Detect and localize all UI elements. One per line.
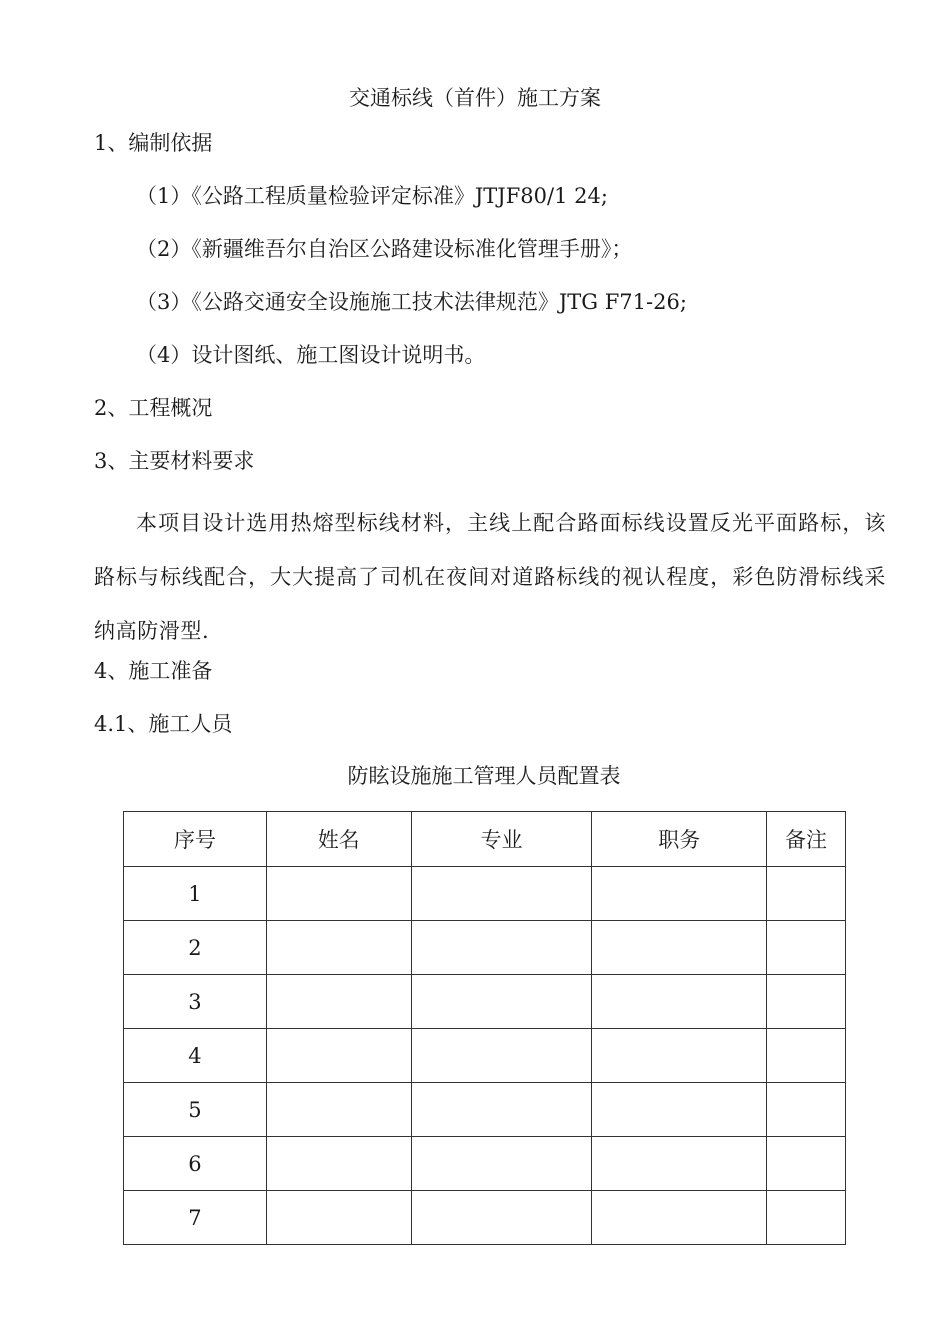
header-specialty: 专业 <box>411 812 592 867</box>
table-row <box>124 1083 846 1137</box>
table-cell: 6 <box>124 1137 267 1191</box>
table-cell <box>767 921 846 975</box>
table-cell <box>266 975 411 1029</box>
table-row <box>124 1191 846 1245</box>
header-name: 姓名 <box>266 812 411 867</box>
section-4-heading: 4、施工准备 <box>94 659 213 683</box>
table-cell: 5 <box>124 1083 267 1137</box>
table-cell <box>266 1137 411 1191</box>
table-cell <box>266 921 411 975</box>
section-3-heading: 3、主要材料要求 <box>94 449 255 473</box>
table-cell <box>592 1083 767 1137</box>
table-cell <box>411 1083 592 1137</box>
header-position: 职务 <box>592 812 767 867</box>
section-4-1-heading: 4.1、施工人员 <box>94 712 233 736</box>
header-index: 序号 <box>124 812 267 867</box>
table-cell: 4 <box>124 1029 267 1083</box>
table-cell <box>767 1191 846 1245</box>
reference-item-3: （3）《公路交通安全设施施工技术法律规范》JTG F71-26; <box>136 290 687 314</box>
table-header-row <box>124 812 846 867</box>
table-cell <box>411 1137 592 1191</box>
table-cell <box>592 921 767 975</box>
reference-item-4: （4）设计图纸、施工图设计说明书。 <box>136 343 486 367</box>
table-cell <box>411 1029 592 1083</box>
table-cell <box>266 1191 411 1245</box>
table-cell <box>592 867 767 921</box>
table-cell <box>592 1137 767 1191</box>
table-row <box>124 1029 846 1083</box>
table-cell <box>411 921 592 975</box>
header-remarks: 备注 <box>767 812 846 867</box>
table-cell <box>767 1029 846 1083</box>
staff-table <box>123 811 846 1245</box>
section-1-heading: 1、编制依据 <box>94 131 213 155</box>
table-row <box>124 867 846 921</box>
table-cell <box>411 867 592 921</box>
table-cell <box>411 1191 592 1245</box>
table-cell: 2 <box>124 921 267 975</box>
table-cell <box>767 975 846 1029</box>
table-cell: 1 <box>124 867 267 921</box>
reference-item-2: （2）《新疆维吾尔自治区公路建设标准化管理手册》； <box>136 237 633 261</box>
table-cell <box>592 1029 767 1083</box>
table-cell <box>592 975 767 1029</box>
table-cell <box>266 867 411 921</box>
table-row <box>124 975 846 1029</box>
materials-paragraph: 本项目设计选用热熔型标线材料，主线上配合路面标线设置反光平面路标，该路标与标线配合，大大提高了司机在夜间对道路标线的视认程度，彩色防滑标线采纳高防滑型. <box>94 511 886 643</box>
table-cell <box>266 1083 411 1137</box>
table-cell <box>767 867 846 921</box>
page-title: 交通标线（首件）施工方案 <box>349 86 601 110</box>
section-2-heading: 2、工程概况 <box>94 396 213 420</box>
table-cell <box>767 1137 846 1191</box>
table-caption: 防眩设施施工管理人员配置表 <box>347 764 621 788</box>
table-row <box>124 1137 846 1191</box>
table-cell <box>767 1083 846 1137</box>
table-row <box>124 921 846 975</box>
table-cell <box>411 975 592 1029</box>
table-cell <box>266 1029 411 1083</box>
reference-item-1: （1）《公路工程质量检验评定标准》JTJF80/1 24; <box>136 184 608 208</box>
table-cell: 3 <box>124 975 267 1029</box>
table-cell <box>592 1191 767 1245</box>
table-cell: 7 <box>124 1191 267 1245</box>
